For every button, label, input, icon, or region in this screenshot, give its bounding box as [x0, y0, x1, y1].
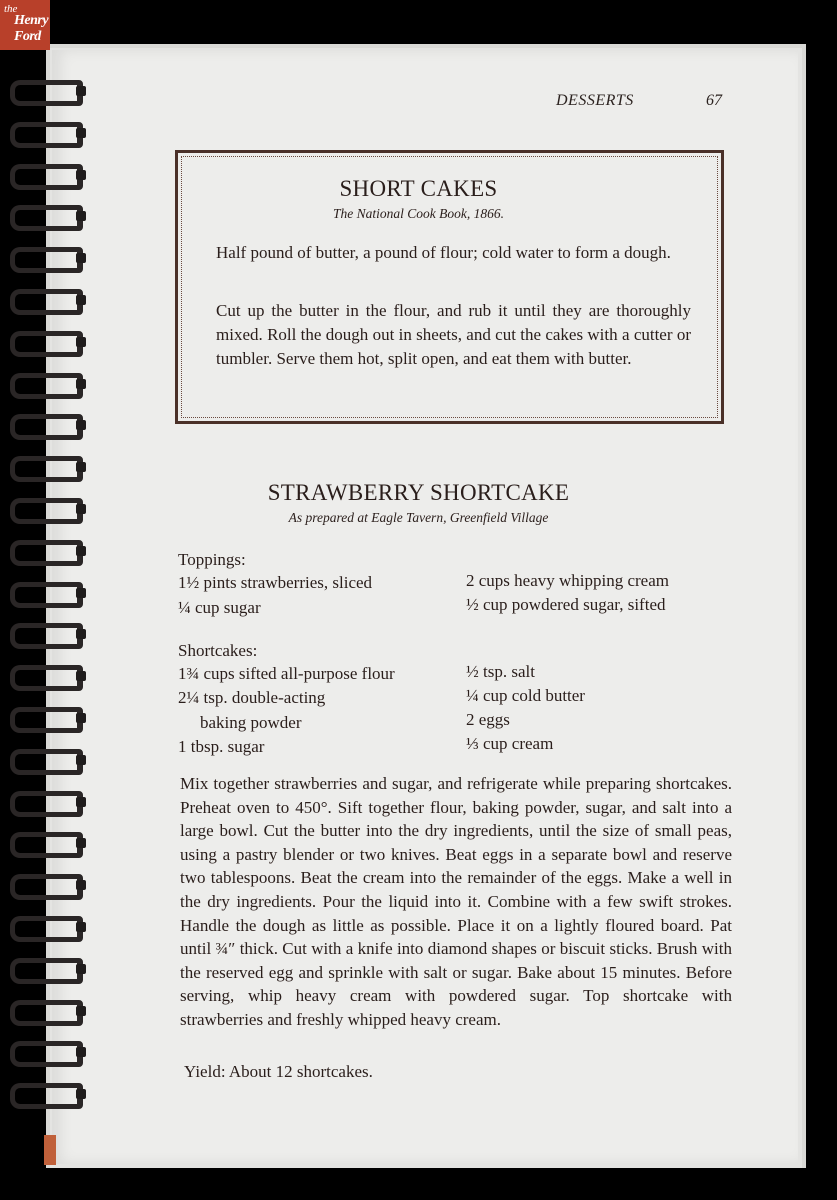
spiral-binding: [6, 80, 90, 1130]
coil-loop: [10, 164, 83, 190]
shortcake-right-1: ½ tsp. salt: [466, 662, 535, 681]
coil-loop: [10, 205, 83, 231]
coil-loop: [10, 832, 83, 858]
logo-ford: Ford: [14, 29, 41, 44]
coil-loop: [10, 414, 83, 440]
spiral-coil: [6, 665, 90, 693]
spiral-coil: [6, 1083, 90, 1111]
toppings-heading: Toppings:: [178, 550, 246, 569]
page-number: 67: [706, 92, 722, 109]
spiral-coil: [6, 456, 90, 484]
punch-hole: [76, 546, 86, 556]
spiral-coil: [6, 164, 90, 192]
coil-loop: [10, 1041, 83, 1067]
short-cakes-paragraph-1: Half pound of butter, a pound of flour; cold water to form a dough.: [216, 243, 671, 262]
shortcake-right-4: ⅓ cup cream: [466, 734, 554, 753]
spiral-coil: [6, 832, 90, 860]
punch-hole: [76, 170, 86, 180]
spiral-coil: [6, 373, 90, 401]
short-cakes-source: The National Cook Book, 1866.: [333, 206, 504, 221]
punch-hole: [76, 797, 86, 807]
punch-hole: [76, 420, 86, 430]
logo-the: the: [4, 3, 18, 15]
strawberry-shortcake-subtitle: As prepared at Eagle Tavern, Greenfield Village: [288, 510, 549, 525]
coil-loop: [10, 874, 83, 900]
punch-hole: [76, 880, 86, 890]
spiral-coil: [6, 498, 90, 526]
punch-hole: [76, 713, 86, 723]
coil-loop: [10, 958, 83, 984]
punch-hole: [76, 504, 86, 514]
topping-right-1: 2 cups heavy whipping cream: [466, 571, 669, 590]
spiral-coil: [6, 205, 90, 233]
logo-henry: Henry: [14, 13, 49, 28]
spiral-coil: [6, 874, 90, 902]
coil-loop: [10, 749, 83, 775]
punch-hole: [76, 86, 86, 96]
coil-loop: [10, 791, 83, 817]
coil-loop: [10, 289, 83, 315]
punch-hole: [76, 1047, 86, 1057]
henry-ford-logo: [0, 0, 50, 50]
spiral-coil: [6, 414, 90, 442]
coil-loop: [10, 247, 83, 273]
punch-hole: [76, 755, 86, 765]
punch-hole: [76, 1006, 86, 1016]
spiral-coil: [6, 623, 90, 651]
strawberry-shortcake-title: STRAWBERRY SHORTCAKE: [267, 480, 570, 505]
spiral-coil: [6, 958, 90, 986]
spiral-coil: [6, 1041, 90, 1069]
punch-hole: [76, 671, 86, 681]
punch-hole: [76, 922, 86, 932]
spiral-coil: [6, 582, 90, 610]
page-corner-mark: [44, 1135, 56, 1165]
topping-right-2: ½ cup powdered sugar, sifted: [466, 595, 666, 614]
shortcakes-heading: Shortcakes:: [178, 641, 258, 660]
coil-loop: [10, 1000, 83, 1026]
punch-hole: [76, 1089, 86, 1099]
coil-loop: [10, 582, 83, 608]
spiral-coil: [6, 791, 90, 819]
topping-left-2: ¼ cup sugar: [178, 598, 261, 617]
coil-loop: [10, 122, 83, 148]
coil-loop: [10, 373, 83, 399]
spiral-coil: [6, 122, 90, 150]
spiral-coil: [6, 247, 90, 275]
coil-loop: [10, 456, 83, 482]
punch-hole: [76, 588, 86, 598]
shortcake-right-3: 2 eggs: [466, 710, 510, 729]
shortcake-left-2: 2¼ tsp. double-acting: [178, 688, 326, 707]
coil-loop: [10, 707, 83, 733]
punch-hole: [76, 379, 86, 389]
short-cakes-title: SHORT CAKES: [339, 176, 498, 201]
shortcake-left-4: 1 tbsp. sugar: [178, 737, 265, 756]
spiral-coil: [6, 1000, 90, 1028]
coil-loop: [10, 540, 83, 566]
yield-line: Yield: About 12 shortcakes.: [184, 1062, 373, 1081]
punch-hole: [76, 838, 86, 848]
punch-hole: [76, 211, 86, 221]
coil-loop: [10, 80, 83, 106]
section-title: DESSERTS: [556, 92, 634, 109]
coil-loop: [10, 498, 83, 524]
punch-hole: [76, 337, 86, 347]
coil-loop: [10, 916, 83, 942]
spiral-coil: [6, 331, 90, 359]
topping-left-1: 1½ pints strawberries, sliced: [178, 573, 373, 592]
punch-hole: [76, 253, 86, 263]
shortcake-left-3: baking powder: [200, 713, 302, 732]
spiral-coil: [6, 916, 90, 944]
coil-loop: [10, 623, 83, 649]
coil-loop: [10, 665, 83, 691]
spiral-coil: [6, 707, 90, 735]
spiral-coil: [6, 80, 90, 108]
spiral-coil: [6, 289, 90, 317]
punch-hole: [76, 964, 86, 974]
punch-hole: [76, 128, 86, 138]
shortcake-right-2: ¼ cup cold butter: [466, 686, 585, 705]
shortcake-left-1: 1¾ cups sifted all-purpose flour: [178, 664, 395, 683]
punch-hole: [76, 629, 86, 639]
spiral-coil: [6, 540, 90, 568]
punch-hole: [76, 462, 86, 472]
coil-loop: [10, 331, 83, 357]
coil-loop: [10, 1083, 83, 1109]
spiral-coil: [6, 749, 90, 777]
punch-hole: [76, 295, 86, 305]
directions-paragraph: Mix together strawberries and sugar, and refrigerate while preparing shortcakes. Preheat oven to 450°. Sift together flour, baking powder, sugar, and salt into a large bowl. Cut the butter into the dry ingredients, until the size of small peas, using a pastry blender or two knives. Beat eggs in a separate bowl and reserve two tablespoons. Beat the cream into the remainder of the eggs. Make a well in the dry ingredients. Pour the liquid into it. Combine with a few swift strokes. Handle the dough as little as possible. Place it on a lightly floured board. Pat until ¾″ thick. Cut with a knife into diamond shapes or biscuit sticks. Brush with the reserved egg and sprinkle with salt or sugar. Bake about 15 minutes. Before serving, whip heavy cream with powdered sugar. Top shortcake with strawberries and freshly whipped heavy cream.: [180, 774, 732, 1029]
short-cakes-paragraph-2: Cut up the butter in the flour, and rub it until they are thoroughly mixed. Roll the dough out in sheets, and cut the cakes with a cutter or tumbler. Serve them hot, split open, and eat them with butter.: [216, 301, 691, 368]
running-header: [556, 92, 736, 112]
